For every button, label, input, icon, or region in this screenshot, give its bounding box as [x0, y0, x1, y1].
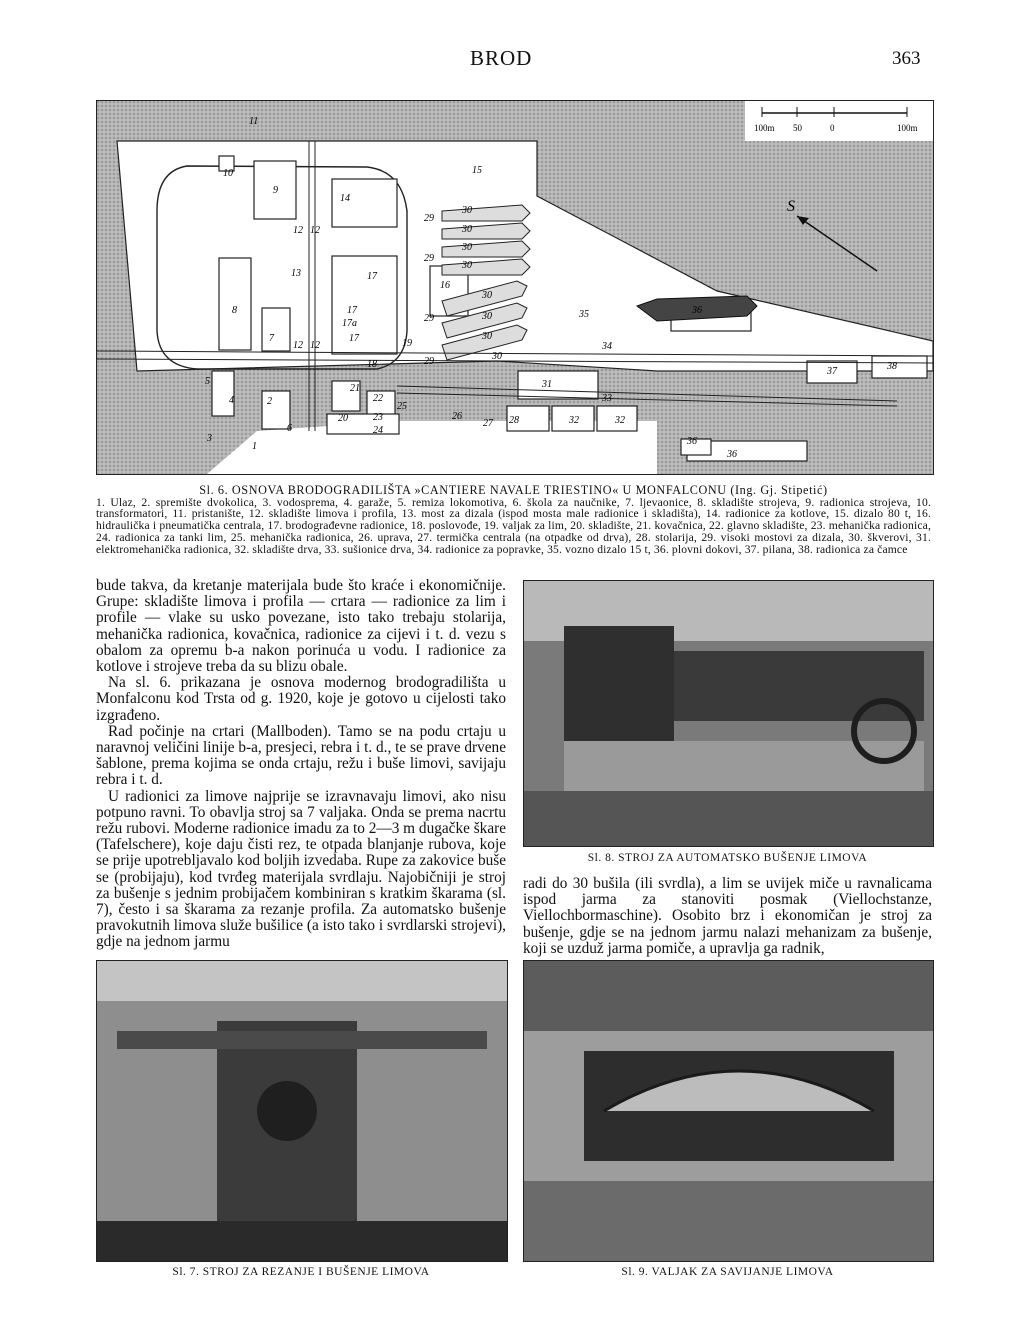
- plan-number-label: 19: [402, 338, 412, 349]
- plan-number-label: 29: [424, 253, 434, 264]
- paragraph: Na sl. 6. prikazana je osnova modernog brodogradilišta u Monfalconu kod Trsta od g. 1920, koje je gotovo u cijelosti tako izgrađeno.: [96, 674, 506, 724]
- figure8-photo: [523, 580, 934, 847]
- plan-number-label: 30: [482, 290, 492, 301]
- plan-number-label: 23: [373, 412, 383, 423]
- plan-number-label: 16: [440, 280, 450, 291]
- plan-number-label: 28: [509, 415, 519, 426]
- plan-number-label: 4: [229, 395, 234, 406]
- plan-number-label: 9: [273, 185, 278, 196]
- plan-number-label: 3: [207, 433, 212, 444]
- paragraph: Rad počinje na crtari (Mallboden). Tamo se na podu crtaju u naravnoj veličini linije b-a, presjeci, rebra i t. d., te se prave drvene šablone, prema kojima se onda crtaju, režu i buše limovi, savijaju rebra i t. d.: [96, 722, 506, 789]
- bending-roll-image: [524, 961, 933, 1261]
- cutting-machine-image: [97, 961, 507, 1261]
- plan-number-label: 35: [579, 309, 589, 320]
- plan-number-label: 21: [350, 383, 360, 394]
- drilling-machine-image: [524, 581, 933, 846]
- plan-number-label: 33: [602, 393, 612, 404]
- plan-number-label: 12: [293, 340, 303, 351]
- north-label: S: [787, 198, 795, 215]
- figure6-caption-text: 1. Ulaz, 2. spremište dvokolica, 3. vodosprema, 4. garaže, 5. remiza lokomotiva, 6. škola za naučnike, 7. ljevaonice, 8. skladište strojeva, 9. radionica strojeva, 10. transformatori, 11. pristanište, 12. skladište limova i profila, 13. most za dizala (ispod mosta male radionice i skladišta), 14. radionice za kotlove, 15. dizalo 80 t, 16. hidraulička i pneumatička centrala, 17. brodograđevne radionice, 18. poslovođe, 19. valjak za lim, 20. skladište, 21. kovačnica, 22. glavno skladište, 23. mehanička radionica, 24. radionica za tanki lim, 25. mehanička radionica, 26. uprava, 27. termička centrala (na otpadke od drva), 28. stolarija, 29. visoki mostovi za dizala, 30. škverovi, 31. elektromehanička radionica, 32. skladište drva, 33. sušionice drva, 34. radionice za popravke, 35. vozno dizalo 15 t, 36. plovni dokovi, 37. pilana, 38. radionica za čamce: [96, 495, 931, 556]
- plan-number-label: 37: [827, 366, 837, 377]
- plan-number-label: 30: [492, 351, 502, 362]
- page-header-title: BROD: [470, 46, 533, 70]
- plan-number-label: 30: [482, 311, 492, 322]
- plan-number-label: 32: [615, 415, 625, 426]
- shipyard-plan-figure: [96, 100, 934, 475]
- paragraph: U radionici za limove najprije se izravnavaju limovi, ako nisu potpuno ravni. To obavlja stroj sa 7 valjaka. Onda se prema nacrtu režu rubovi. Moderne radionice imadu za to 2—3 m dugačke škare (Tafelschere), koje daju čisti rez, te otpada blanjanje rubova, koje se prije upotrebljavalo kod boljih izvedaba. Rupe za zakovice buše se (probijaju), kod tvrđeg materijala svrdlaju. Najobičniji je stroj za bušenje s jednim probijačem kombiniran s kratkim škarama (sl. 7), često i sa škarama za rezanje profila. Za automatsko bušenje pravokutnih limova služe bušilice (a isto tako i svrdlarski strojevi), gdje na jednom jarmu: [96, 787, 506, 951]
- figure9-photo: [523, 960, 934, 1262]
- plan-number-label: 12: [310, 225, 320, 236]
- plan-number-label: 31: [542, 379, 552, 390]
- plan-number-label: 30: [462, 205, 472, 216]
- plan-number-label: 36: [692, 305, 702, 316]
- plan-number-label: 26: [452, 411, 462, 422]
- plan-number-label: 36: [727, 449, 737, 460]
- plan-number-label: 18: [367, 359, 377, 370]
- plan-number-label: 27: [483, 418, 493, 429]
- figure8-caption: Sl. 8. STROJ ZA AUTOMATSKO BUŠENJE LIMOVA: [587, 852, 868, 864]
- plan-number-label: 29: [424, 213, 434, 224]
- figure7-caption: Sl. 7. STROJ ZA REZANJE I BUŠENJE LIMOVA: [172, 1266, 430, 1278]
- plan-number-label: 14: [340, 193, 350, 204]
- plan-number-label: 29: [424, 356, 434, 367]
- figure9-caption: Sl. 9. VALJAK ZA SAVIJANJE LIMOVA: [621, 1266, 834, 1278]
- scale-label-right: 100m: [897, 123, 918, 133]
- plan-number-label: 17a: [342, 318, 357, 329]
- plan-number-label: 17: [367, 271, 377, 282]
- plan-number-label: 6: [287, 423, 292, 434]
- plan-number-label: 22: [373, 393, 383, 404]
- plan-number-label: 30: [462, 224, 472, 235]
- plan-number-label: 12: [293, 225, 303, 236]
- scale-label-left: 100m: [754, 123, 775, 133]
- plan-number-label: 25: [397, 401, 407, 412]
- plan-number-label: 20: [338, 413, 348, 424]
- page-number: 363: [892, 48, 921, 69]
- paragraph: bude takva, da kretanje materijala bude što kraće i ekonomičnije. Grupe: skladište limova i profila — crtara — radionice za lim i profile — vlake su usko povezane, isto tako trebaju stolarija, mehanička radionica, kovačnica, radionice za cijevi i t. d. vezu s obalom za opremu b-a nakon porinuća u vodu. I radionice za kotlove i strojeve treba da su blizu obale.: [96, 577, 506, 676]
- shipyard-plan-drawing: [97, 101, 933, 474]
- left-text-column: [96, 578, 506, 951]
- figure6-caption-title: Sl. 6. OSNOVA BRODOGRADILIŠTA »CANTIERE NAVALE TRIESTINO« U MONFALCONU (Ing. Gj. Stipetić): [199, 483, 828, 497]
- plan-number-label: 30: [482, 331, 492, 342]
- plan-number-label: 2: [267, 396, 272, 407]
- plan-number-label: 24: [373, 425, 383, 436]
- plan-number-label: 34: [602, 341, 612, 352]
- plan-number-label: 5: [205, 376, 210, 387]
- plan-number-label: 29: [424, 313, 434, 324]
- plan-number-label: 1: [252, 441, 257, 452]
- plan-number-label: 38: [887, 361, 897, 372]
- plan-number-label: 30: [462, 260, 472, 271]
- plan-number-label: 36: [687, 436, 697, 447]
- plan-number-label: 11: [249, 116, 259, 127]
- figure7-photo: [96, 960, 508, 1262]
- plan-number-label: 12: [310, 340, 320, 351]
- plan-number-label: 10: [223, 168, 233, 179]
- plan-number-label: 8: [232, 305, 237, 316]
- plan-number-label: 17: [347, 305, 357, 316]
- plan-number-label: 32: [569, 415, 579, 426]
- plan-number-label: 13: [291, 268, 301, 279]
- plan-number-label: 30: [462, 242, 472, 253]
- scale-label-0: 0: [830, 123, 835, 133]
- right-text-column: [523, 876, 932, 957]
- paragraph: radi do 30 bušila (ili svrdla), a lim se uvijek miče u ravnalicama ispod jarma za stanoviti posmak (Viellochstanze, Viellochbormaschine). Osobito brz i ekonomičan je stroj za bušenje, gdje se na jednom jarmu nalazi mehanizam za bušenje, koji se uzduž jarma pomiče, a upravlja ga radnik,: [523, 875, 932, 957]
- plan-number-label: 7: [269, 333, 274, 344]
- plan-number-label: 17: [349, 333, 359, 344]
- scale-label-50: 50: [793, 123, 802, 133]
- plan-number-label: 15: [472, 165, 482, 176]
- figure6-caption: [96, 485, 931, 555]
